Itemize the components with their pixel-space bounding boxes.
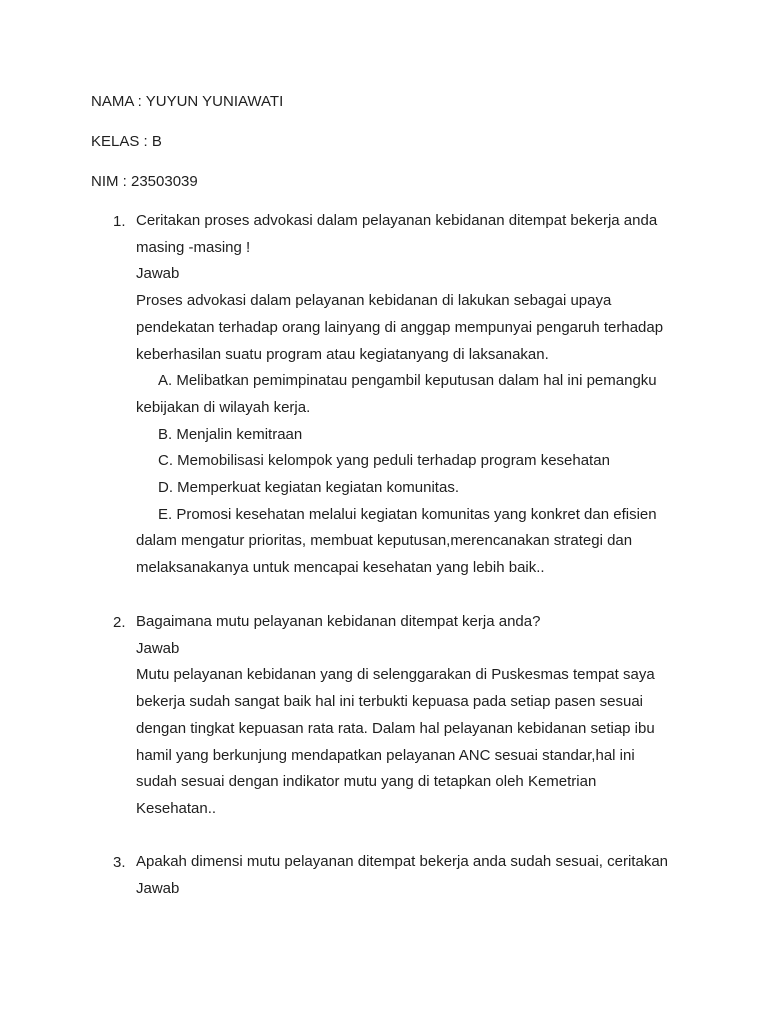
option-c: C. Memobilisasi kelompok yang peduli terhadap program kesehatan <box>158 452 610 470</box>
answer-2-label: Jawab <box>136 639 180 657</box>
answer-2-line: sudah sesuai dengan indikator mutu yang di tetapkan oleh Kemetrian <box>136 773 597 791</box>
student-class: KELAS : B <box>91 133 162 150</box>
question-number-2: 2. <box>113 614 126 631</box>
option-b: B. Menjalin kemitraan <box>158 425 303 443</box>
answer-2-line: Kesehatan.. <box>136 799 217 817</box>
option-a-cont: kebijakan di wilayah kerja. <box>136 398 311 416</box>
answer-2-line: bekerja sudah sangat baik hal ini terbukti kepuasa pada setiap pasen sesuai <box>136 693 644 711</box>
question-number-1: 1. <box>113 213 126 230</box>
question-3-text: Apakah dimensi mutu pelayanan ditempat bekerja anda sudah sesuai, ceritakan <box>136 853 669 870</box>
answer-3-label: Jawab <box>136 879 180 897</box>
option-e: E. Promosi kesehatan melalui kegiatan komunitas yang konkret dan efisien <box>158 505 657 523</box>
question-1-text-cont: masing -masing ! <box>136 238 251 256</box>
answer-1-label: Jawab <box>136 265 180 283</box>
answer-2-line: dengan tingkat kepuasan rata rata. Dalam hal pelayanan kebidanan setiap ibu <box>136 719 655 737</box>
student-name: NAMA : YUYUN YUNIAWATI <box>91 93 284 110</box>
answer-2-line: Mutu pelayanan kebidanan yang di selenggarakan di Puskesmas tempat saya <box>136 666 655 684</box>
question-number-3: 3. <box>113 854 126 871</box>
answer-1-line: keberhasilan suatu program atau kegiatanyang di laksanakan. <box>136 345 549 363</box>
question-3-block <box>136 849 696 902</box>
question-1-block <box>136 208 696 582</box>
answer-2-line: hamil yang berkunjung mendapatkan pelayanan ANC sesuai standar,hal ini <box>136 746 635 764</box>
answer-1-line: Proses advokasi dalam pelayanan kebidanan di lakukan sebagai upaya <box>136 292 612 310</box>
option-d: D. Memperkuat kegiatan kegiatan komunitas. <box>158 479 459 497</box>
question-2-text: Bagaimana mutu pelayanan kebidanan ditempat kerja anda? <box>136 613 541 630</box>
option-a: A. Melibatkan pemimpinatau pengambil keputusan dalam hal ini pemangku <box>158 372 657 390</box>
option-e-cont: melaksanakanya untuk mencapai kesehatan yang lebih baik.. <box>136 559 545 577</box>
option-e-cont: dalam mengatur prioritas, membuat keputusan,merencanakan strategi dan <box>136 532 633 550</box>
question-1-text: Ceritakan proses advokasi dalam pelayanan kebidanan ditempat bekerja anda <box>136 212 658 229</box>
answer-1-line: pendekatan terhadap orang lainyang di anggap mempunyai pengaruh terhadap <box>136 318 664 336</box>
student-nim: NIM : 23503039 <box>91 173 198 190</box>
question-2-block <box>136 609 696 823</box>
